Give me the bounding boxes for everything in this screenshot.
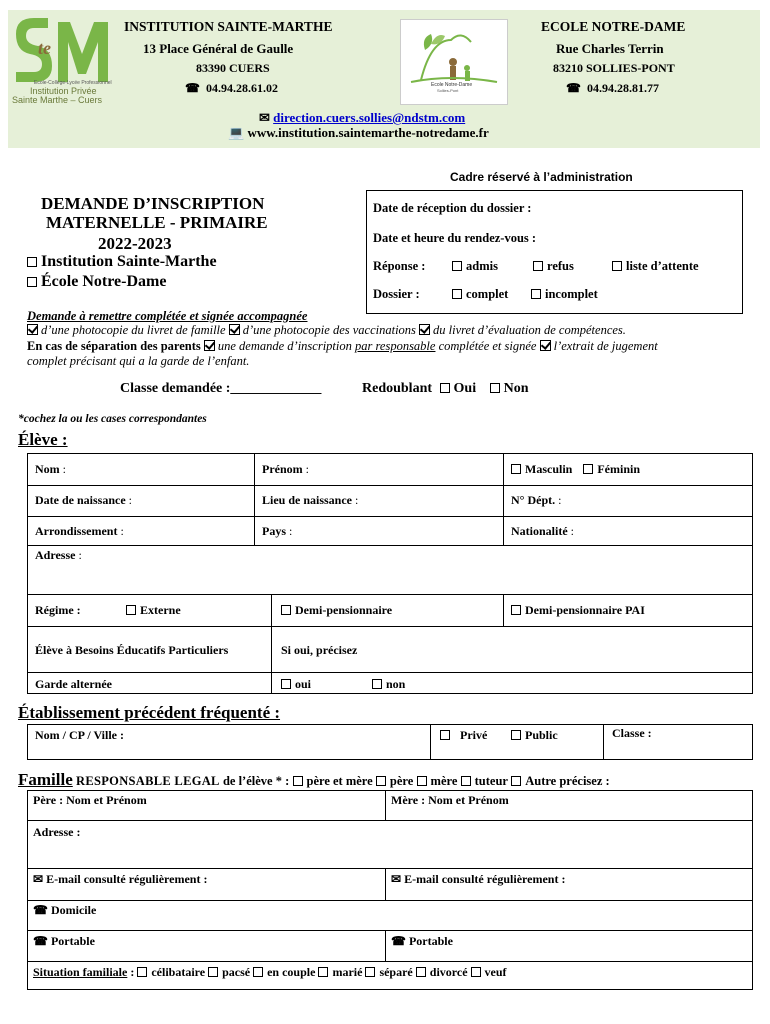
institution-name-right: ECOLE NOTRE-DAME <box>541 19 686 34</box>
colon: : <box>355 493 359 507</box>
checkbox[interactable] <box>376 776 386 786</box>
instructions-line3: complet précisant qui a la garde de l’enfant. <box>27 354 250 368</box>
bep-label: Élève à Besoins Éducatifs Particuliers <box>35 643 229 657</box>
nationalite-label: Nationalité <box>511 524 568 538</box>
checked-box <box>204 340 215 351</box>
divider <box>430 724 431 760</box>
institution-city-left: 83390 CUERS <box>196 61 270 75</box>
etablissement-heading: Établissement précédent fréquenté : <box>18 703 281 722</box>
dept-label: N° Dépt. <box>511 493 556 507</box>
checked-box <box>419 324 430 335</box>
demi-pai-label: Demi-pensionnaire PAI <box>525 603 645 617</box>
prenom-field[interactable] <box>262 462 309 477</box>
mere-nom-field[interactable]: Mère : Nom et Prénom <box>391 793 509 807</box>
responsable-label: RESPONSABLE LEGAL <box>76 774 220 788</box>
email-link[interactable]: direction.cuers.sollies@ndstm.com <box>273 110 466 125</box>
regime-demi[interactable] <box>281 603 392 618</box>
etab-classe-field[interactable]: Classe : <box>612 726 652 740</box>
email-mere-label: E-mail consulté régulièrement : <box>404 872 566 886</box>
instr-separation: En cas de séparation des parents <box>27 339 201 353</box>
checked-box <box>27 324 38 335</box>
institution-address-right: Rue Charles Terrin <box>556 41 664 56</box>
tuteur-option: tuteur <box>474 774 508 788</box>
divider <box>385 930 386 961</box>
form-title-line2: MATERNELLE - PRIMAIRE <box>46 213 268 232</box>
domicile-field[interactable] <box>33 903 96 918</box>
garde-oui-label: oui <box>295 677 312 691</box>
situation-row: Situation familiale : célibataire pacsé en couple marié séparé divorcé veuf <box>33 965 507 979</box>
divider <box>603 724 604 760</box>
etab-nom-field[interactable]: Nom / CP / Ville : <box>35 728 124 742</box>
date-naissance-label: Date de naissance <box>35 493 126 507</box>
arrondissement-field[interactable] <box>35 524 124 539</box>
situation-marie: marié <box>332 965 363 979</box>
masculin-label: Masculin <box>525 462 573 476</box>
redoublant-row <box>362 381 529 397</box>
colon: : <box>128 493 133 507</box>
instr-item4c: complétée et signée <box>438 339 537 353</box>
checked-box <box>540 340 551 351</box>
logo-line-institution: Institution Privée <box>30 86 97 96</box>
phone-icon: ☎ <box>33 903 48 917</box>
garde-oui[interactable] <box>281 677 311 692</box>
admin-title: Cadre réservé à l’administration <box>450 170 633 184</box>
divider <box>254 453 255 545</box>
checkbox[interactable] <box>511 464 521 474</box>
dossier-complet[interactable] <box>452 287 508 302</box>
adresse-field[interactable] <box>35 548 82 563</box>
etab-prive[interactable] <box>440 728 487 743</box>
pays-field[interactable] <box>262 524 292 539</box>
divider <box>27 930 753 931</box>
checkbox[interactable] <box>417 776 427 786</box>
public-label: Public <box>525 728 558 742</box>
redoublant-non: Non <box>503 381 529 396</box>
reponse-admis[interactable] <box>452 259 498 274</box>
checkbox[interactable] <box>137 967 147 977</box>
checkbox[interactable] <box>461 776 471 786</box>
instr-item2: d’une photocopie des vaccinations <box>242 323 416 337</box>
divider <box>27 485 753 486</box>
checkbox[interactable] <box>452 289 462 299</box>
divider <box>27 961 753 962</box>
checkbox[interactable] <box>452 261 462 271</box>
divider <box>27 868 753 869</box>
envelope-icon: ✉ <box>33 872 44 886</box>
colon: : <box>570 524 575 538</box>
regime-demi-pai[interactable] <box>511 603 645 618</box>
classe-demandee[interactable]: Classe demandée :_____________ <box>120 381 322 396</box>
instructions-line2 <box>27 339 658 354</box>
phone-icon: ☎ <box>33 934 48 948</box>
institution-name-left: INSTITUTION SAINTE-MARTHE <box>124 19 333 34</box>
situation-veuf: veuf <box>484 965 507 979</box>
divider <box>385 868 386 900</box>
checkbox[interactable] <box>253 967 263 977</box>
divider <box>27 672 753 673</box>
situation-label: Situation familiale <box>33 965 128 979</box>
option-notre-dame-label: École Notre-Dame <box>41 273 167 290</box>
checkbox[interactable] <box>490 383 500 393</box>
checkbox[interactable] <box>511 776 521 786</box>
portable-mere-field[interactable] <box>391 934 453 949</box>
reponse-refus[interactable] <box>533 259 574 274</box>
checkbox[interactable] <box>365 967 375 977</box>
checkbox[interactable] <box>293 776 303 786</box>
situation-celibataire: célibataire <box>151 965 206 979</box>
checkbox[interactable] <box>281 679 291 689</box>
institution-phone-right <box>566 81 659 96</box>
phone-number-right: 04.94.28.81.77 <box>586 81 659 95</box>
prenom-label: Prénom <box>262 462 303 476</box>
admin-reception: Date de réception du dossier : <box>373 201 532 215</box>
checkbox[interactable] <box>318 967 328 977</box>
de-eleve-label: de l’élève * : <box>222 774 290 788</box>
checkbox[interactable] <box>27 257 37 267</box>
institution-city-right: 83210 SOLLIES-PONT <box>553 61 675 75</box>
checked-box <box>229 324 240 335</box>
adresse-label: Adresse <box>35 548 76 562</box>
dossier-complet-label: complet <box>466 287 509 301</box>
autre-option: Autre précisez : <box>525 774 610 788</box>
phone-icon: ☎ <box>391 934 406 948</box>
feminin-label: Féminin <box>597 462 641 476</box>
logo-tagline: Ecole-Collège-Lycée Professionnel <box>34 80 112 86</box>
lieu-naissance-field[interactable] <box>262 493 358 508</box>
colon: : <box>78 548 82 562</box>
famille-heading-line <box>18 770 610 790</box>
phone-icon: ☎ <box>185 81 200 95</box>
nom-label: Nom <box>35 462 60 476</box>
divider <box>503 594 504 626</box>
reponse-admis-label: admis <box>466 259 498 273</box>
nom-field[interactable] <box>35 462 66 477</box>
divider <box>27 820 753 821</box>
dossier-incomplet[interactable] <box>531 287 598 302</box>
cochez-note: *cochez la ou les cases correspondantes <box>18 413 207 425</box>
pere-et-mere-option: père et mère <box>306 774 373 788</box>
prive-label: Privé <box>460 728 488 742</box>
garde-non-label: non <box>386 677 406 691</box>
dept-field[interactable] <box>511 493 561 508</box>
notre-dame-logo-subtext: Sollies-Pont <box>437 88 459 93</box>
demi-label: Demi-pensionnaire <box>295 603 393 617</box>
portable-pere-field[interactable] <box>33 934 95 949</box>
phone-number-left: 04.94.28.61.02 <box>205 81 278 95</box>
lieu-naissance-label: Lieu de naissance <box>262 493 353 507</box>
colon: : <box>289 524 293 538</box>
institution-address-left: 13 Place Général de Gaulle <box>143 41 294 56</box>
divider <box>27 545 753 546</box>
form-title-line1: DEMANDE D’INSCRIPTION <box>41 194 265 213</box>
instr-item4a: une demande d’inscription <box>217 339 352 353</box>
checkbox[interactable] <box>27 277 37 287</box>
admin-dossier-label: Dossier : <box>373 287 420 301</box>
instr-item3: du livret d’évaluation de compétences. <box>433 323 626 337</box>
checkbox[interactable] <box>511 730 521 740</box>
divider <box>27 516 753 517</box>
checkbox[interactable] <box>372 679 382 689</box>
email-line <box>259 110 465 126</box>
si-oui-field[interactable]: Si oui, précisez <box>281 643 358 657</box>
email-pere-label: E-mail consulté régulièrement : <box>46 872 208 886</box>
divider <box>503 453 504 545</box>
situation-divorce: divorcé <box>429 965 468 979</box>
instructions-line1 <box>27 323 626 338</box>
option-sainte-marthe[interactable] <box>27 253 217 271</box>
date-naissance-field[interactable] <box>35 493 132 508</box>
domicile-label: Domicile <box>50 903 97 917</box>
website-line <box>228 125 489 141</box>
envelope-icon: ✉ <box>259 110 270 125</box>
garde-non[interactable] <box>372 677 405 692</box>
checkbox[interactable] <box>471 967 481 977</box>
website-text: www.institution.saintemarthe-notredame.fr <box>247 125 489 140</box>
dossier-incomplet-label: incomplet <box>545 287 598 301</box>
notre-dame-logo <box>400 19 508 105</box>
instr-item4b: par responsable <box>355 339 436 353</box>
pere-option: père <box>389 774 414 788</box>
nationalite-field[interactable] <box>511 524 574 539</box>
email-pere-field[interactable] <box>33 872 207 887</box>
reponse-refus-label: refus <box>547 259 574 273</box>
divider <box>27 594 753 595</box>
logo-line-sainte-marthe: Sainte Marthe – Cuers <box>12 95 103 105</box>
eleve-heading: Élève : <box>18 430 68 449</box>
garde-label: Garde alternée <box>35 677 112 691</box>
checkbox[interactable] <box>281 605 291 615</box>
checkbox[interactable] <box>511 605 521 615</box>
famille-adresse-field[interactable]: Adresse : <box>33 825 81 839</box>
situation-couple: en couple <box>267 965 316 979</box>
phone-icon: ☎ <box>566 81 581 95</box>
admin-rdv: Date et heure du rendez-vous : <box>373 231 537 245</box>
instr-item1: d’une photocopie du livret de famille <box>41 323 226 337</box>
divider <box>271 594 272 694</box>
portable-pere-label: Portable <box>50 934 95 948</box>
colon: : <box>120 524 124 538</box>
checkbox[interactable] <box>208 967 218 977</box>
option-sainte-marthe-label: Institution Sainte-Marthe <box>41 253 217 270</box>
divider <box>385 790 386 820</box>
email-mere-field[interactable] <box>391 872 565 887</box>
arrondissement-label: Arrondissement <box>35 524 118 538</box>
regime-label: Régime : <box>35 603 81 617</box>
checkbox[interactable] <box>440 730 450 740</box>
checkbox[interactable] <box>126 605 136 615</box>
portable-mere-label: Portable <box>408 934 453 948</box>
pere-nom-field[interactable]: Père : Nom et Prénom <box>33 793 147 807</box>
checkbox[interactable] <box>533 261 543 271</box>
envelope-icon: ✉ <box>391 872 402 886</box>
redoublant-oui: Oui <box>453 381 477 396</box>
instructions-heading: Demande à remettre complétée et signée accompagnée <box>27 309 308 323</box>
form-year: 2022-2023 <box>98 234 172 253</box>
regime-externe[interactable] <box>126 603 181 618</box>
situation-separe: séparé <box>379 965 413 979</box>
redoublant-label: Redoublant <box>362 381 433 396</box>
divider <box>27 900 753 901</box>
instr-item5: l’extrait de jugement <box>553 339 658 353</box>
externe-label: Externe <box>140 603 181 617</box>
checkbox[interactable] <box>416 967 426 977</box>
divider <box>27 626 753 627</box>
famille-heading: Famille <box>18 770 73 789</box>
notre-dame-logo-text: Ecole Notre-Dame <box>431 82 473 88</box>
mere-option: mère <box>430 774 458 788</box>
admin-reponse-label: Réponse : <box>373 259 426 273</box>
sexe-field <box>511 462 640 477</box>
reponse-liste-attente[interactable] <box>612 259 699 274</box>
pays-label: Pays <box>262 524 286 538</box>
etab-public[interactable] <box>511 728 558 743</box>
reponse-liste-label: liste d’attente <box>626 259 699 273</box>
checkbox[interactable] <box>612 261 622 271</box>
svg-text:te: te <box>38 38 51 58</box>
checkbox[interactable] <box>440 383 450 393</box>
option-notre-dame[interactable] <box>27 273 166 291</box>
colon: : <box>62 462 67 476</box>
colon: : <box>305 462 309 476</box>
checkbox[interactable] <box>531 289 541 299</box>
computer-icon: 💻 <box>228 125 245 140</box>
colon: : <box>558 493 562 507</box>
checkbox[interactable] <box>583 464 593 474</box>
situation-pacse: pacsé <box>222 965 251 979</box>
institution-phone-left <box>185 81 278 96</box>
